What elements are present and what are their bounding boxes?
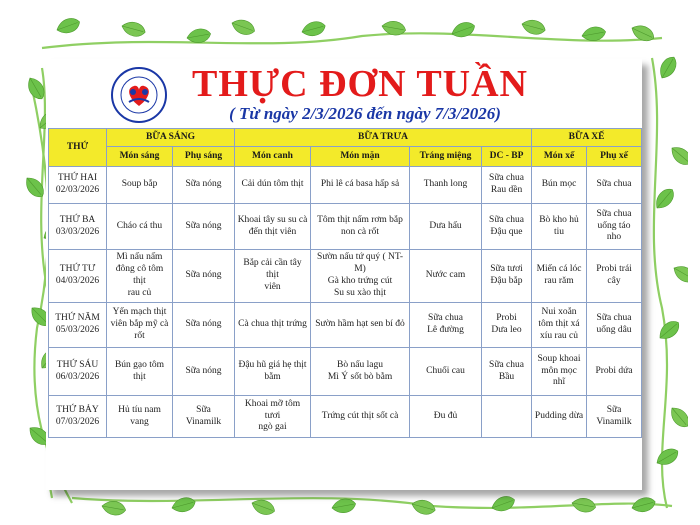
column-header: Món canh xyxy=(235,147,311,167)
menu-cell: Probi trái cây xyxy=(587,250,642,303)
menu-cell: Sữa chua Bầu xyxy=(482,348,532,396)
menu-cell: Sữa nóng xyxy=(173,303,235,348)
lunch-header: BỮA TRƯA xyxy=(235,129,532,147)
menu-cell: Bò kho hủ tiu xyxy=(532,204,587,250)
leaf-icon xyxy=(630,495,657,514)
leaf-icon xyxy=(656,54,680,82)
leaf-icon xyxy=(101,499,127,517)
menu-cell: Nước cam xyxy=(410,250,482,303)
leaf-icon xyxy=(170,495,197,514)
weekly-menu-table xyxy=(48,128,642,438)
menu-cell: Khoai tây su su cà đến thịt viên xyxy=(235,204,311,250)
menu-cell: Miến cá lóc rau răm xyxy=(532,250,587,303)
column-header: Phụ xế xyxy=(587,147,642,167)
menu-cell: Cháo cá thu xyxy=(107,204,173,250)
column-header: Món sáng xyxy=(107,147,173,167)
day-date: 03/03/2026 xyxy=(55,226,100,237)
day-date: 04/03/2026 xyxy=(55,276,100,286)
menu-cell: Sữa Vinamilk xyxy=(173,396,235,438)
menu-cell: Probi Dưa leo xyxy=(482,303,532,348)
menu-cell: Sữa Vinamilk xyxy=(587,396,642,438)
leaf-icon xyxy=(120,19,147,38)
table-row xyxy=(49,303,642,348)
menu-cell: Cà chua thịt trứng xyxy=(235,303,311,348)
menu-cell: Nui xoắn tôm thịt xá xíu rau củ xyxy=(532,303,587,348)
menu-cell: Soup bắp xyxy=(107,167,173,204)
day-cell xyxy=(49,303,107,348)
day-date: 02/03/2026 xyxy=(55,185,100,195)
leaf-icon xyxy=(656,317,683,343)
menu-cell: Tôm thịt nấm rơm bắp non cà rốt xyxy=(311,204,410,250)
menu-cell: Dưa hấu xyxy=(410,204,482,250)
menu-cell: Sữa nóng xyxy=(173,167,235,204)
table-row xyxy=(49,167,642,204)
table-row xyxy=(49,348,642,396)
table-row xyxy=(49,204,642,250)
leaf-icon xyxy=(490,493,517,514)
menu-cell: Bắp cải cần tây thịt viên xyxy=(235,250,311,303)
column-header: DC - BP xyxy=(482,147,532,167)
menu-cell: Sữa nóng xyxy=(173,250,235,303)
day-cell xyxy=(49,167,107,204)
menu-cell: Phi lê cá basa hấp sả xyxy=(311,167,410,204)
menu-cell xyxy=(482,396,532,438)
menu-cell: Sữa chua uống dâu xyxy=(587,303,642,348)
leaf-icon xyxy=(410,497,437,516)
day-column-header: THỨ xyxy=(49,129,107,167)
day-date: 05/03/2026 xyxy=(55,325,100,335)
leaf-icon xyxy=(571,496,597,514)
menu-cell: Khoai mỡ tôm tươi ngò gai xyxy=(235,396,311,438)
leaf-icon xyxy=(520,17,547,36)
leaf-icon xyxy=(671,262,688,286)
day-cell xyxy=(49,396,107,438)
table-row xyxy=(49,396,642,438)
menu-cell: Sữa chua uống táo nho xyxy=(587,204,642,250)
day-cell xyxy=(49,250,107,303)
leaf-icon xyxy=(230,17,257,38)
day-name: THỨ NĂM xyxy=(55,313,100,324)
menu-cell: Đậu hũ giá hẹ thịt bằm xyxy=(235,348,311,396)
menu-cell: Probi dứa xyxy=(587,348,642,396)
leaf-icon xyxy=(668,143,688,169)
menu-cell: Trứng cút thịt sốt cà xyxy=(311,396,410,438)
day-name: THỨ TƯ xyxy=(59,264,96,275)
menu-cell: Cải dún tôm thịt xyxy=(235,167,311,204)
day-cell xyxy=(49,348,107,396)
page-title: THỰC ĐƠN TUẦN xyxy=(191,63,529,105)
date-range-subtitle: ( Từ ngày 2/3/2026 đến ngày 7/3/2026) xyxy=(229,104,501,123)
menu-cell: Sữa chua xyxy=(587,167,642,204)
menu-cell: Sữa chua Lê đường xyxy=(410,303,482,348)
column-header: Phụ sáng xyxy=(173,147,235,167)
day-name: THỨ BA xyxy=(59,214,96,225)
day-name: THỨ SÁU xyxy=(56,359,99,370)
menu-cell: Sữa chua Rau dền xyxy=(482,167,532,204)
table-row xyxy=(49,250,642,303)
day-name: THỨ BẢY xyxy=(56,404,99,415)
menu-cell: Pudding dừa xyxy=(532,396,587,438)
menu-cell: Sườn nấu tứ quý ( NT- M) Gà kho trứng cút Su su xào thịt xyxy=(311,250,410,303)
leaf-icon xyxy=(22,174,48,201)
day-cell xyxy=(49,204,107,250)
menu-cell: Bún mọc xyxy=(532,167,587,204)
afternoon-snack-header: BỮA XẾ xyxy=(532,129,642,147)
vine-stem xyxy=(652,58,667,508)
menu-rows xyxy=(49,167,642,438)
day-date: 06/03/2026 xyxy=(55,371,100,382)
menu-cell: Mì nấu nấm đông cô tôm thịt rau củ xyxy=(107,250,173,303)
menu-cell: Bò nấu lagu Mì Ý sốt bò bằm xyxy=(311,348,410,396)
menu-cell: Sữa tươi Đậu bắp xyxy=(482,250,532,303)
day-name: THỨ HAI xyxy=(57,173,98,184)
menu-cell: Đu đủ xyxy=(410,396,482,438)
leaf-icon xyxy=(300,19,327,38)
menu-cell: Chuối cau xyxy=(410,348,482,396)
menu-cell: Sữa chua Đậu que xyxy=(482,204,532,250)
menu-cell: Soup khoai môn mọc nhĩ xyxy=(532,348,587,396)
menu-cell: Hủ tíu nam vang xyxy=(107,396,173,438)
menu-cell: Sữa nóng xyxy=(173,348,235,396)
menu-cell: Sữa nóng xyxy=(173,204,235,250)
column-header: Món mặn xyxy=(311,147,410,167)
leaf-icon xyxy=(55,15,82,36)
menu-cell: Yến mạch thịt viên bắp mỹ cà rốt xyxy=(107,303,173,348)
day-date: 07/03/2026 xyxy=(55,416,100,427)
menu-cell: Thanh long xyxy=(410,167,482,204)
column-header: Tráng miệng xyxy=(410,147,482,167)
leaf-icon xyxy=(654,445,682,469)
menu-cell: Sườn hầm hạt sen bí đỏ xyxy=(311,303,410,348)
leaf-icon xyxy=(450,19,477,40)
leaf-icon xyxy=(667,404,688,431)
menu-cell: Bún gạo tôm thịt xyxy=(107,348,173,396)
column-header: Món xế xyxy=(532,147,587,167)
breakfast-header: BỮA SÁNG xyxy=(107,129,235,147)
